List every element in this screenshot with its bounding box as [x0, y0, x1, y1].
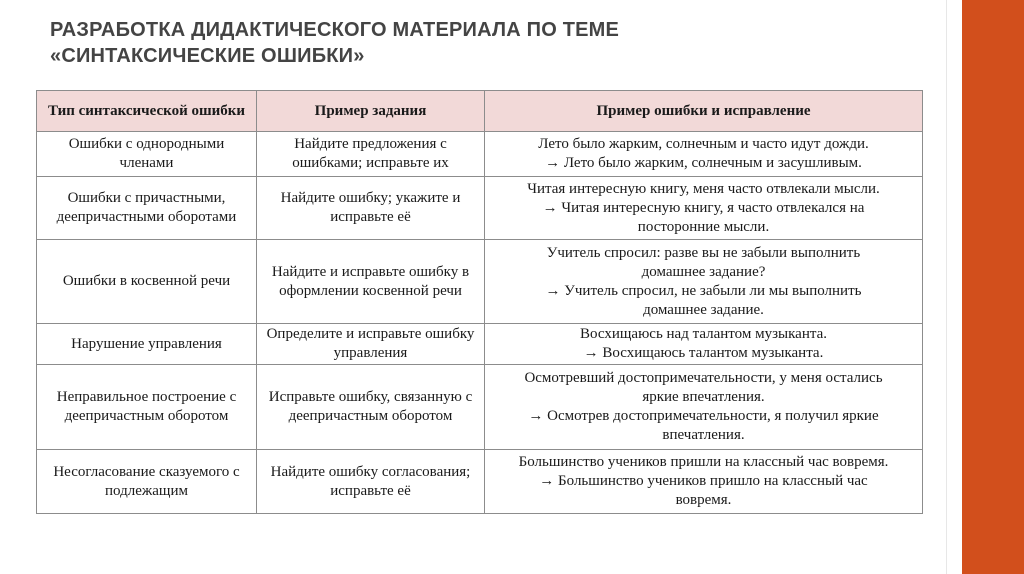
example-line: → Учитель спросил, не забыли ли мы выполнить: [545, 282, 862, 299]
header-example: Пример ошибки и исправление: [485, 91, 923, 132]
cell-task: Найдите предложения с ошибками; исправьте их: [257, 132, 485, 177]
example-line: Читая интересную книгу, меня часто отвлекали мысли.: [527, 180, 880, 197]
syntax-errors-table: [36, 90, 923, 514]
slide-title: [50, 17, 930, 69]
example-line: → Восхищаюсь талантом музыканта.: [583, 345, 824, 361]
cell-example: [485, 132, 923, 177]
cell-type: Ошибки с причастными, деепричастными оборотами: [37, 177, 257, 240]
example-line: вовремя.: [675, 492, 732, 508]
example-line: → Осмотрев достопримечательности, я получил яркие: [528, 408, 879, 424]
title-line-1: РАЗРАБОТКА ДИДАКТИЧЕСКОГО МАТЕРИАЛА ПО ТЕМЕ: [50, 19, 620, 41]
example-line: Большинство учеников пришли на классный час вовремя.: [518, 454, 889, 470]
cell-example: [485, 240, 923, 324]
example-line: → Большинство учеников пришло на классный час: [539, 473, 868, 489]
cell-type: Ошибки в косвенной речи: [37, 240, 257, 324]
table-row: [37, 450, 923, 514]
example-line: домашнее задание?: [641, 263, 766, 280]
divider-line: [946, 0, 947, 574]
table-row: [37, 132, 923, 177]
cell-example: [485, 177, 923, 240]
table-header-row: [37, 91, 923, 132]
example-line: Осмотревший достопримечательности, у меня остались: [524, 370, 883, 386]
example-line: домашнее задание.: [643, 301, 764, 318]
cell-type: Несогласование сказуемого с подлежащим: [37, 450, 257, 514]
example-line: → Лето было жарким, солнечным и засушливым.: [545, 155, 862, 171]
header-task: Пример задания: [257, 91, 485, 132]
table-row: [37, 324, 923, 365]
cell-task: Найдите и исправьте ошибку в оформлении косвенной речи: [257, 240, 485, 324]
table-row: [37, 177, 923, 240]
cell-type: Ошибки с однородными членами: [37, 132, 257, 177]
cell-type: Неправильное построение с деепричастным оборотом: [37, 365, 257, 450]
table-row: [37, 240, 923, 324]
example-line: Восхищаюсь над талантом музыканта.: [580, 326, 827, 342]
cell-type: Нарушение управления: [37, 324, 257, 365]
example-line: Лето было жарким, солнечным и часто идут дожди.: [538, 136, 869, 152]
cell-task: Определите и исправьте ошибку управления: [257, 324, 485, 365]
table-row: [37, 365, 923, 450]
example-line: яркие впечатления.: [642, 389, 765, 405]
example-line: посторонние мысли.: [637, 218, 770, 235]
cell-task: Найдите ошибку; укажите и исправьте её: [257, 177, 485, 240]
example-line: Учитель спросил: разве вы не забыли выполнить: [546, 244, 861, 261]
example-line: впечатления.: [662, 427, 745, 443]
cell-example: [485, 365, 923, 450]
title-line-2: «СИНТАКСИЧЕСКИЕ ОШИБКИ»: [50, 45, 365, 67]
cell-task: Исправьте ошибку, связанную с деепричастным оборотом: [257, 365, 485, 450]
header-type: Тип синтаксической ошибки: [37, 91, 257, 132]
cell-example: [485, 450, 923, 514]
example-line: → Читая интересную книгу, я часто отвлекался на: [542, 199, 865, 216]
accent-sidebar: [962, 0, 1024, 574]
cell-example: [485, 324, 923, 365]
cell-task: Найдите ошибку согласования; исправьте её: [257, 450, 485, 514]
